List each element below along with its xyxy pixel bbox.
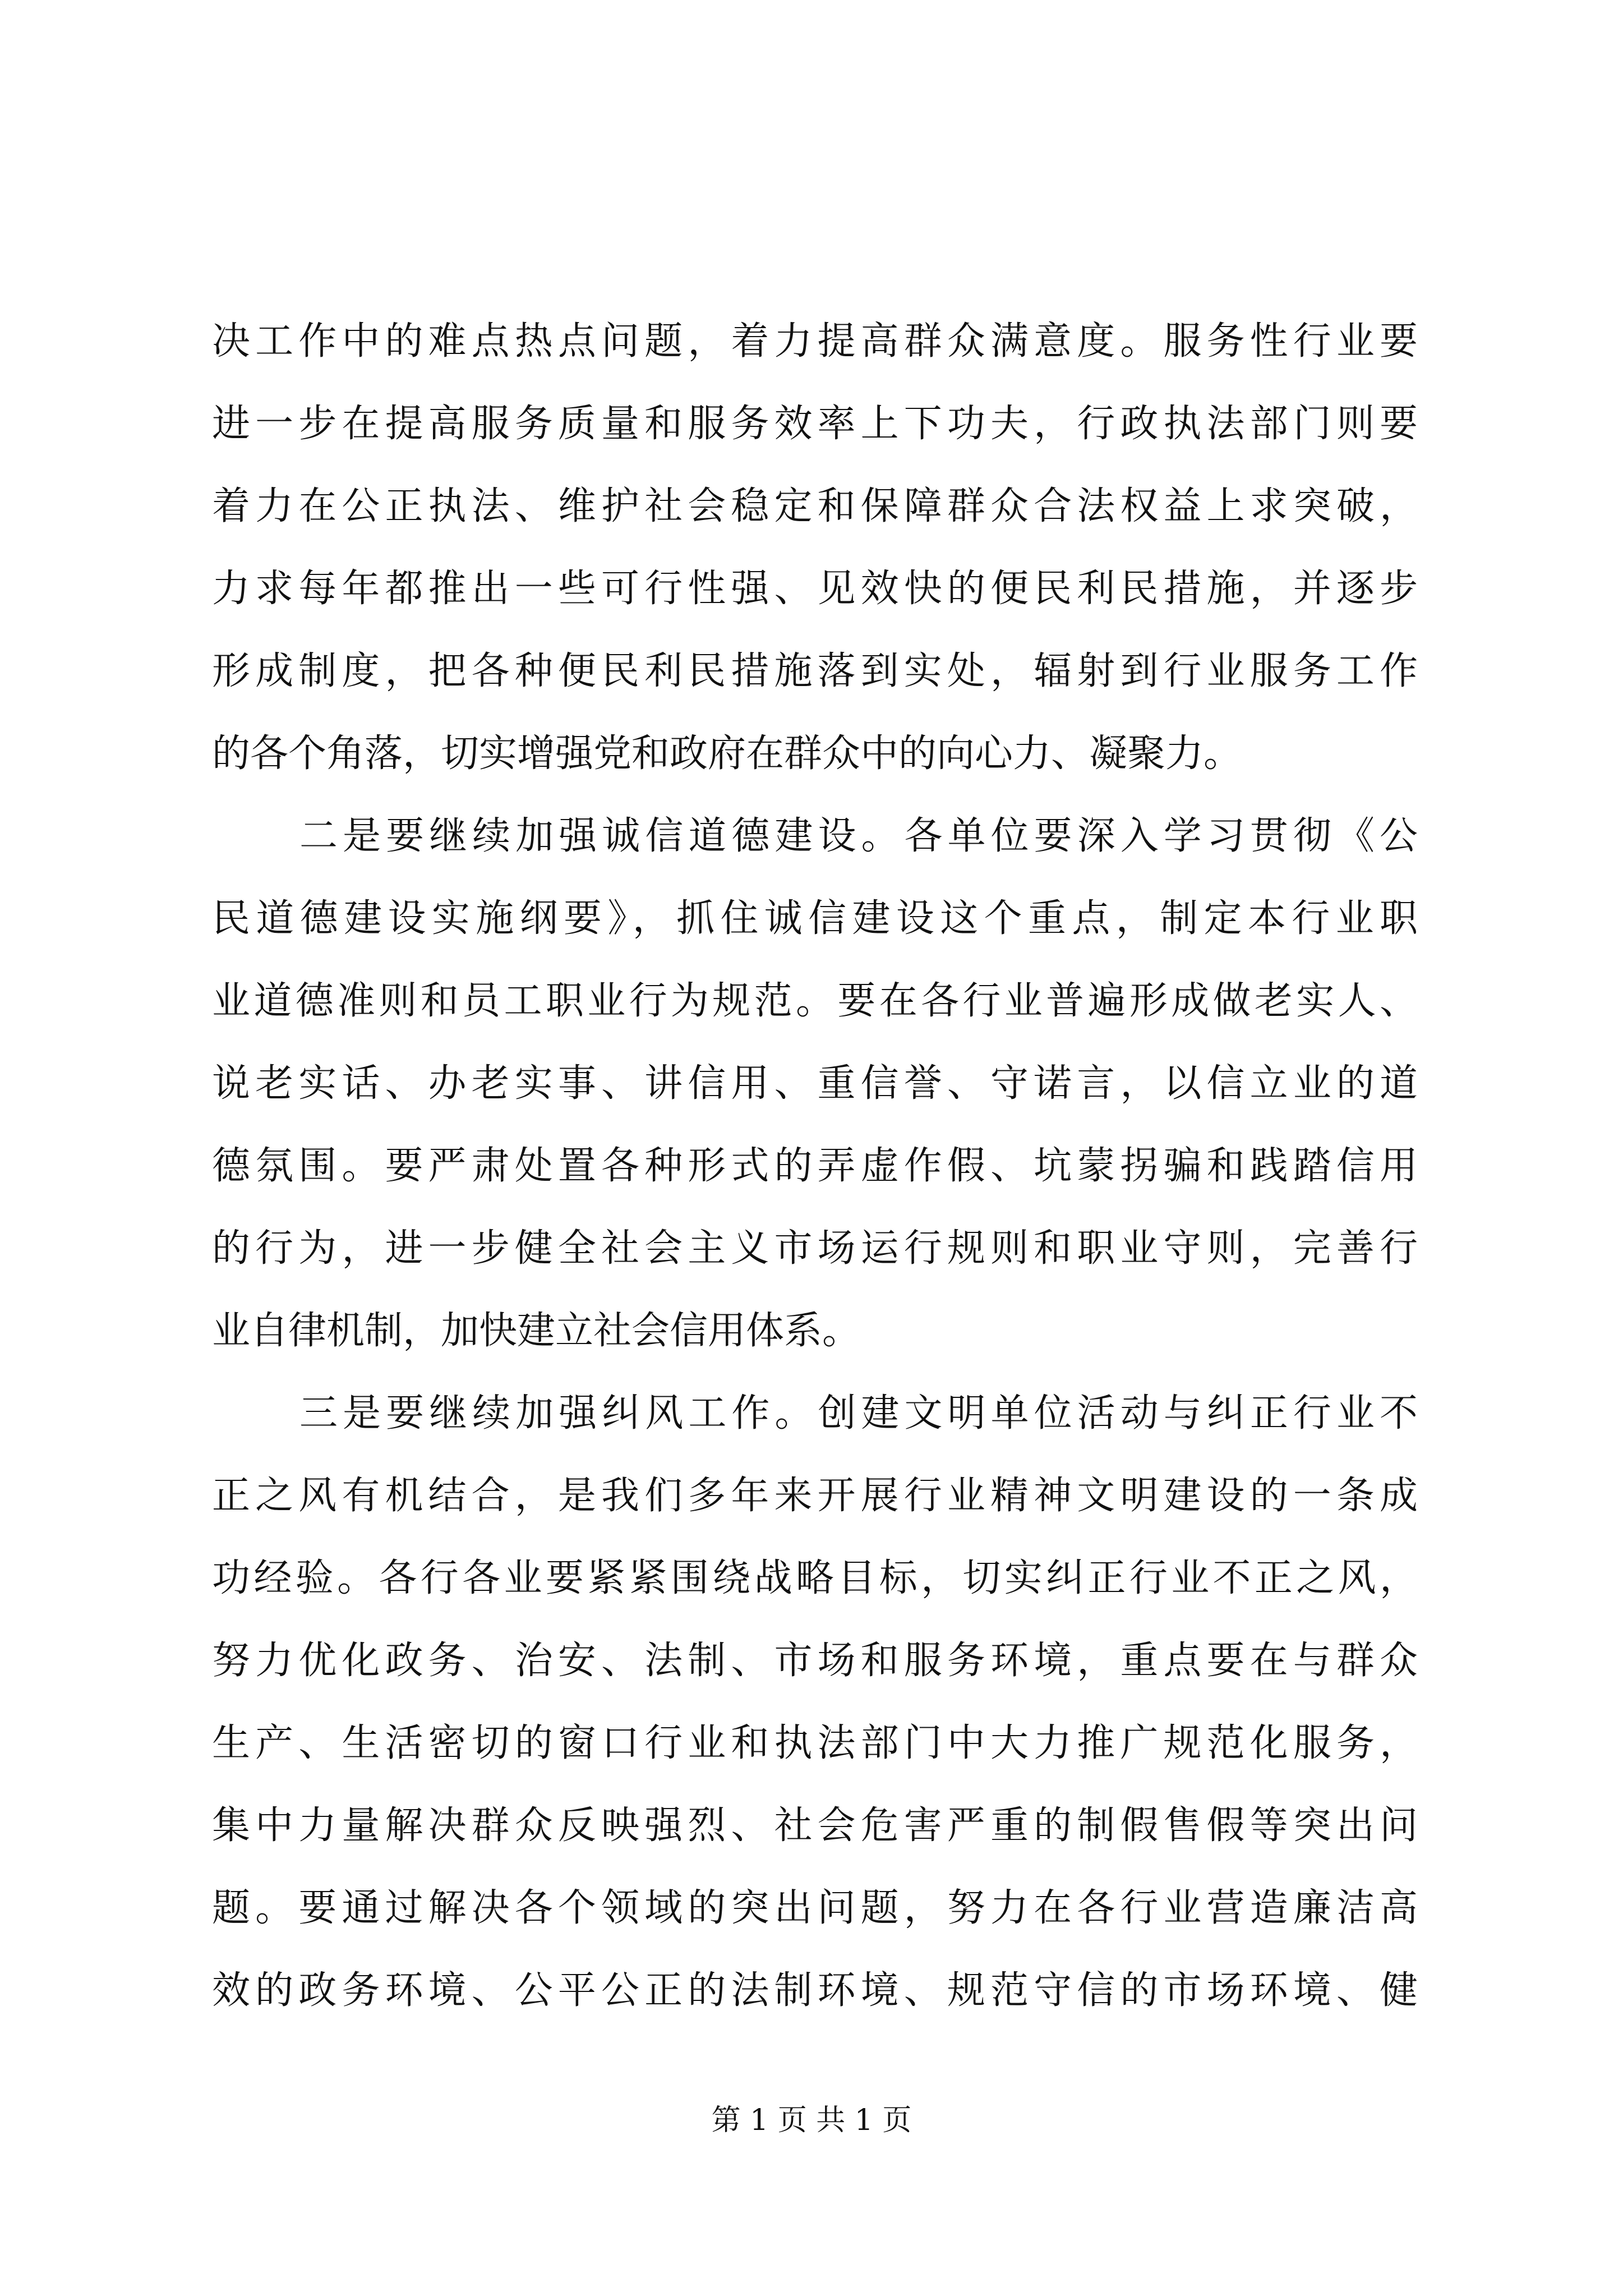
text-line: 民道德建设实施纲要》，抓住诚信建设这个重点，制定本行业职 xyxy=(212,896,1418,941)
text-line: 着力在公正执法、维护社会稳定和保障群众合法权益上求突破， xyxy=(212,484,1418,528)
page-number-footer: 第 1 页 共 1 页 xyxy=(711,2104,912,2137)
text-line: 功经验。各行各业要紧紧围绕战略目标，切实纠正行业不正之风， xyxy=(212,1556,1418,1600)
paragraph-start-line: 三是要继续加强纠风工作。创建文明单位活动与纠正行业不 xyxy=(299,1391,1418,1435)
paragraph-start-line: 二是要继续加强诚信道德建设。各单位要深入学习贯彻《公 xyxy=(299,814,1418,858)
text-line: 效的政务环境、公平公正的法制环境、规范守信的市场环境、健 xyxy=(212,1968,1418,2013)
text-line: 德氛围。要严肃处置各种形式的弄虚作假、坑蒙拐骗和践踏信用 xyxy=(212,1144,1418,1188)
text-line: 决工作中的难点热点问题，着力提高群众满意度。服务性行业要 xyxy=(212,319,1418,364)
text-line: 业自律机制，加快建立社会信用体系。 xyxy=(212,1309,861,1353)
text-line: 集中力量解决群众反映强烈、社会危害严重的制假售假等突出问 xyxy=(212,1803,1418,1848)
text-line: 业道德准则和员工职业行为规范。要在各行业普遍形成做老实人、 xyxy=(212,979,1418,1023)
text-line: 形成制度，把各种便民利民措施落到实处，辐射到行业服务工作 xyxy=(212,649,1418,693)
text-line: 的行为，进一步健全社会主义市场运行规则和职业守则，完善行 xyxy=(212,1226,1418,1271)
text-line: 进一步在提高服务质量和服务效率上下功夫，行政执法部门则要 xyxy=(212,402,1418,446)
text-line: 正之风有机结合，是我们多年来开展行业精神文明建设的一条成 xyxy=(212,1474,1418,1518)
text-line: 说老实话、办老实事、讲信用、重信誉、守诺言，以信立业的道 xyxy=(212,1061,1418,1106)
text-line: 努力优化政务、治安、法制、市场和服务环境，重点要在与群众 xyxy=(212,1639,1418,1683)
text-line: 的各个角落，切实增强党和政府在群众中的向心力、凝聚力。 xyxy=(212,731,1242,776)
text-line: 题。要通过解决各个领域的突出问题，努力在各行业营造廉洁高 xyxy=(212,1886,1418,1930)
document-body xyxy=(212,300,1418,2032)
text-line: 生产、生活密切的窗口行业和执法部门中大力推广规范化服务， xyxy=(212,1721,1418,1765)
text-line: 力求每年都推出一些可行性强、见效快的便民利民措施，并逐步 xyxy=(212,567,1418,611)
